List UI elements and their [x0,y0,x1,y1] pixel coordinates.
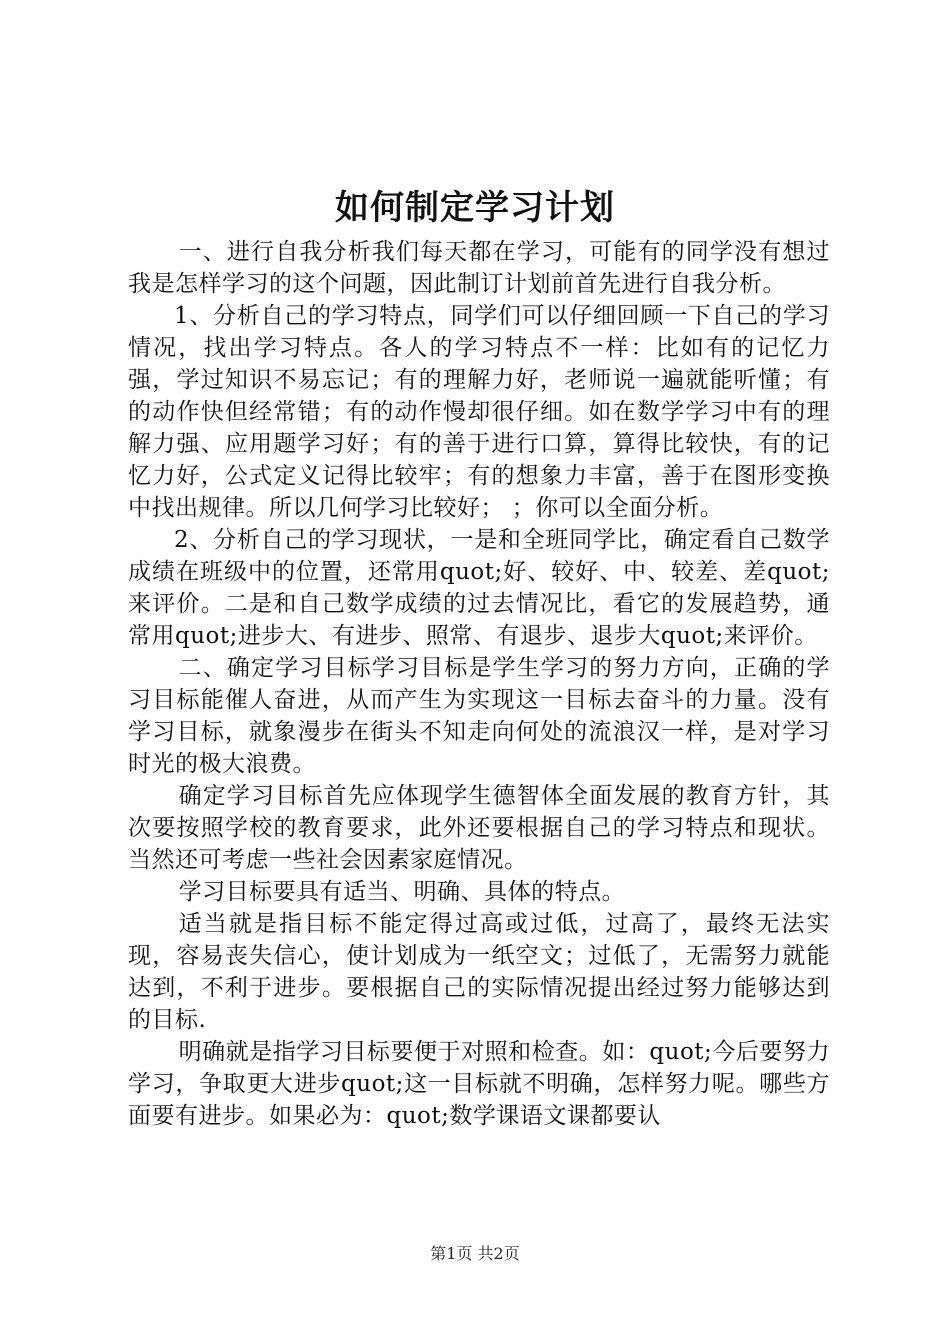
paragraph-learning-status: 2、分析自己的学习现状，一是和全班同学比，确定看自己数学成绩在班级中的位置，还常用quot;好、较好、中、较差、差quot;来评价。二是和自己数学成绩的过去情况比，看它的发展趋势，通常用quot;进步大、有进步、照常、有退步、退步大quot;来评价。 [128,527,830,649]
paragraph-learning-traits: 1、分析自己的学习特点，同学们可以仔细回顾一下自己的学习情况，找出学习特点。各人的学习特点不一样：比如有的记忆力强，学过知识不易忘记；有的理解力好，老师说一遍就能听懂；有的动作快但经常错；有的动作慢却很仔细。如在数学学习中有的理解力强、应用题学习好；有的善于进行口算，算得比较快，有的记忆力好，公式定义记得比较牢；有的想象力丰富，善于在图形变换中找出规律。所以几何学习比较好； ；你可以全面分析。 [128,303,830,521]
paragraph-goal-principles: 确定学习目标首先应体现学生德智体全面发展的教育方针，其次要按照学校的教育要求，此外还要根据自己的学习特点和现状。当然还可考虑一些社会因素家庭情况。 [128,783,830,873]
paragraph-clear-goals: 明确就是指学习目标要便于对照和检查。如：quot;今后要努力学习，争取更大进步quot;这一目标就不明确，怎样努力呢。哪些方面要有进步。如果必为：quot;数学课语文课都要认 [128,1039,830,1129]
paragraph-self-analysis: 一、进行自我分析我们每天都在学习，可能有的同学没有想过我是怎样学习的这个问题，因此制订计划前首先进行自我分析。 [128,239,830,297]
page-footer: 第1页 共2页 [430,1244,520,1263]
paragraph-goal-features: 学习目标要具有适当、明确、具体的特点。 [178,879,626,905]
paragraph-learning-goals: 二、确定学习目标学习目标是学生学习的努力方向，正确的学习目标能催人奋进，从而产生为实现这一目标去奋斗的力量。没有学习目标，就象漫步在街头不知走向何处的流浪汉一样，是对学习时光的极大浪费。 [128,655,830,777]
document-title: 如何制定学习计划 [335,188,615,228]
document-body [128,236,830,1132]
paragraph-appropriate-goals: 适当就是指目标不能定得过高或过低，过高了，最终无法实现，容易丧失信心，使计划成为一纸空文；过低了，无需努力就能达到，不利于进步。要根据自己的实际情况提出经过努力能够达到的目标. [128,911,830,1033]
